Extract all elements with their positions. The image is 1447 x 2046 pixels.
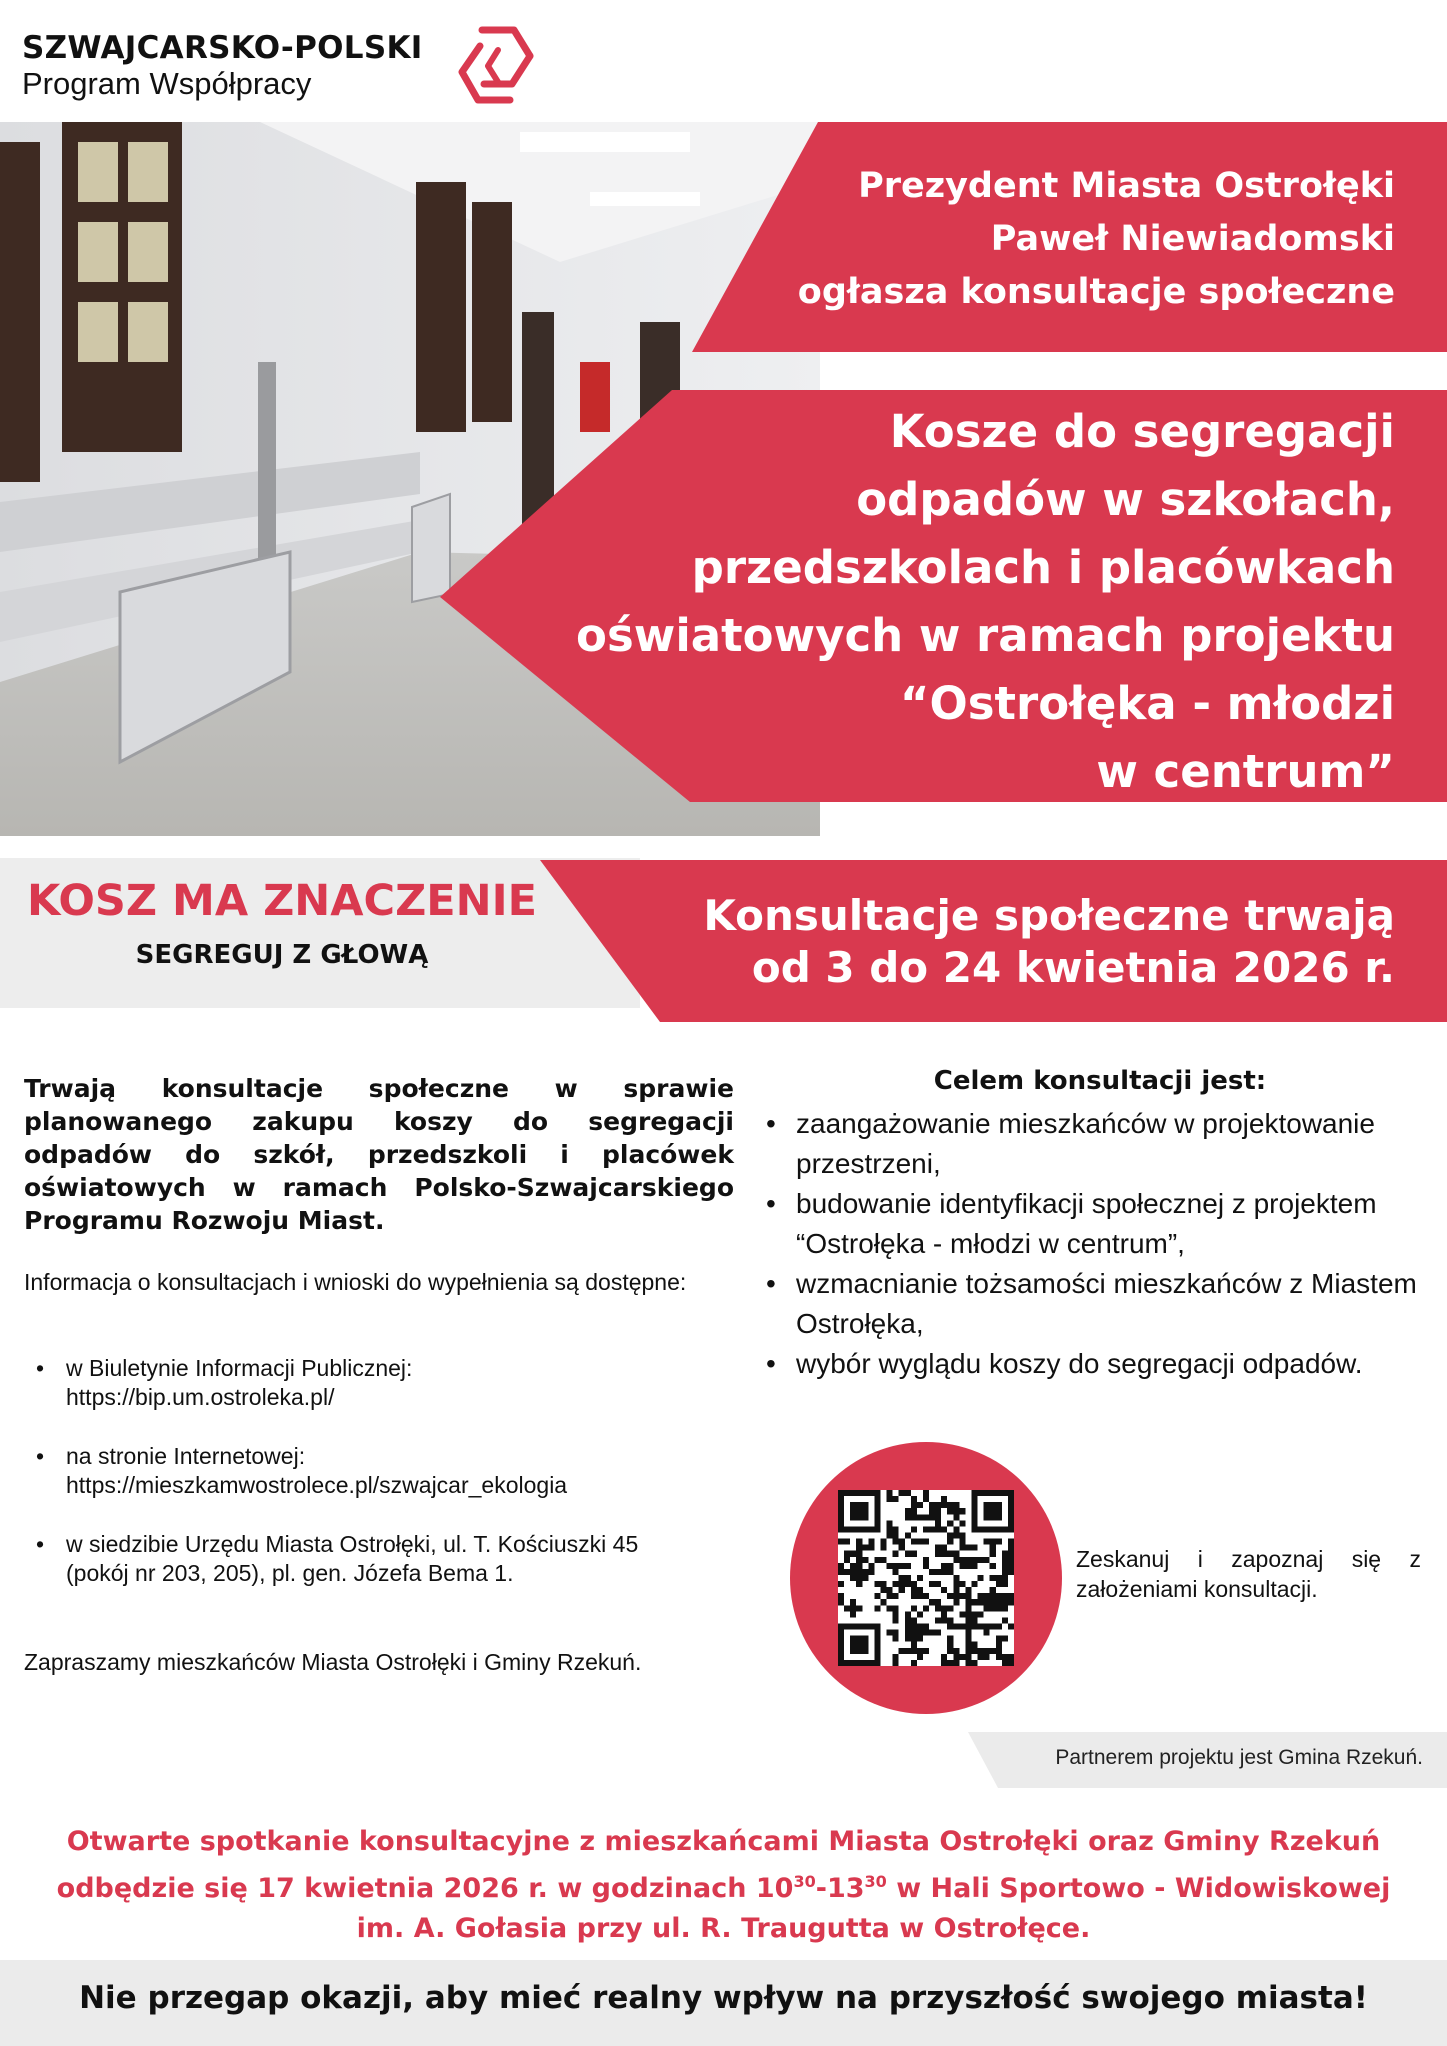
- meeting-text: w Hali Sportowo - Widowiskowej: [886, 1873, 1391, 1904]
- availability-label: • w siedzibie Urzędu Miasta Ostrołęki, ul. T. Kościuszki 45: [66, 1531, 639, 1557]
- bip-link[interactable]: https://bip.um.ostroleka.pl/: [66, 1384, 335, 1410]
- meeting-text: odbędzie się 17 kwietnia 2026 r. w godzinach 10: [56, 1873, 794, 1904]
- list-item: • wybór wyglądu koszy do segregacji odpadów.: [762, 1344, 1442, 1384]
- dates-line: Konsultacje społeczne trwają: [703, 891, 1395, 940]
- qr-caption: Zeskanuj i zapoznaj się z założeniami konsultacji.: [1076, 1546, 1421, 1602]
- headline-line: przedszkolach i placówkach: [691, 541, 1395, 594]
- consultation-dates: [635, 890, 1395, 994]
- announcement-line: Paweł Niewiadomski: [990, 219, 1395, 259]
- qr-modules: [838, 1490, 1014, 1666]
- list-item: • wzmacnianie tożsamości mieszkańców z Miastem Ostrołęka,: [762, 1264, 1442, 1344]
- meeting-line: im. A. Gołasia przy ul. R. Traugutta w Ostrołęce.: [356, 1913, 1091, 1944]
- time-start-minutes: 30: [793, 1872, 816, 1891]
- program-logo-icon: [452, 26, 540, 108]
- meeting-line: [40, 1862, 1407, 1909]
- lead-paragraph: Trwają konsultacje społeczne w sprawie planowanego zakupu koszy do segregacji odpadów do szkół, przedszkoli i placówek oświatowych w ramach Polsko-Szwajcarskiego Programu Rozwoju Miast.: [24, 1074, 734, 1235]
- qr-code-icon[interactable]: [838, 1490, 1014, 1666]
- list-item: [24, 1354, 744, 1412]
- goals-title: Celem konsultacji jest:: [933, 1066, 1267, 1096]
- headline-line: w centrum”: [1096, 745, 1395, 798]
- list-item: [24, 1442, 744, 1500]
- list-item: [24, 1530, 744, 1588]
- dates-line: od 3 do 24 kwietnia 2026 r.: [751, 943, 1395, 992]
- availability-detail: (pokój nr 203, 205), pl. gen. Józefa Bema 1.: [66, 1560, 514, 1586]
- announcement-line: Prezydent Miasta Ostrołęki: [858, 166, 1395, 206]
- slogan-subtitle: SEGREGUJ Z GŁOWĄ: [135, 940, 429, 970]
- list-item: • zaangażowanie mieszkańców w projektowanie przestrzeni,: [762, 1104, 1442, 1184]
- headline: [495, 398, 1395, 806]
- announcement-text: [695, 160, 1395, 319]
- availability-label: • w Biuletynie Informacji Publicznej:: [66, 1355, 413, 1381]
- meeting-info: [40, 1822, 1407, 1949]
- headline-line: “Ostrołęka - młodzi: [899, 677, 1395, 730]
- meeting-line: Otwarte spotkanie konsultacyjne z mieszkańcami Miasta Ostrołęki oraz Gminy Rzekuń: [66, 1826, 1381, 1857]
- list-item: • budowanie identyfikacji społecznej z projektem “Ostrołęka - młodzi w centrum”,: [762, 1184, 1442, 1264]
- website-link[interactable]: https://mieszkamwostrolece.pl/szwajcar_ekologia: [66, 1472, 568, 1498]
- logo-title: SZWAJCARSKO-POLSKI: [22, 30, 423, 66]
- announcement-line: ogłasza konsultacje społeczne: [797, 272, 1395, 312]
- headline-line: Kosze do segregacji: [889, 405, 1395, 458]
- time-separator: -13: [815, 1873, 865, 1904]
- invite-paragraph: Zapraszamy mieszkańców Miasta Ostrołęki i Gminy Rzekuń.: [24, 1649, 642, 1675]
- headline-line: oświatowych w ramach projektu: [576, 609, 1395, 662]
- logo-subtitle: Program Współpracy: [22, 66, 312, 101]
- partner-text: Partnerem projektu jest Gmina Rzekuń.: [1055, 1746, 1423, 1769]
- time-end-minutes: 30: [864, 1872, 887, 1891]
- slogan-title: KOSZ MA ZNACZENIE: [26, 876, 538, 926]
- info-paragraph: Informacja o konsultacjach i wnioski do wypełnienia są dostępne:: [24, 1269, 687, 1295]
- availability-label: • na stronie Internetowej:: [66, 1443, 306, 1469]
- goals-list: [762, 1104, 1442, 1384]
- headline-line: odpadów w szkołach,: [856, 473, 1395, 526]
- footer-slogan: Nie przegap okazji, aby mieć realny wpływ na przyszłość swojego miasta!: [79, 1980, 1368, 2016]
- availability-list: [24, 1354, 744, 1618]
